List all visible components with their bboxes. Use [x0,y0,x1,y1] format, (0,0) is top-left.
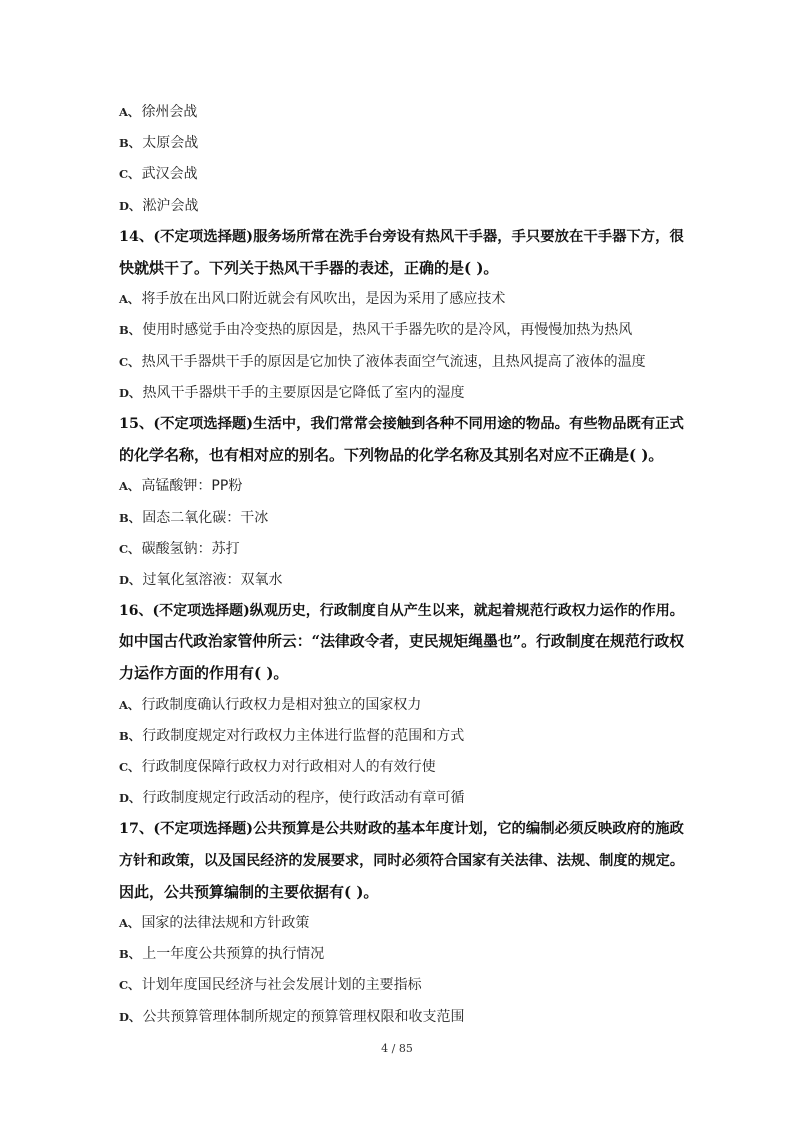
q17-option-a [119,914,309,932]
option-text: 上一年度公共预算的执行情况 [142,946,325,962]
option-c [119,165,198,183]
option-letter: B、 [119,511,141,525]
q16-option-a [119,696,421,714]
option-letter: A、 [119,292,140,306]
option-d [119,197,198,215]
option-text: 热风干手器烘干手的原因是它加快了液体表面空气流速，且热风提高了液体的温度 [141,354,646,370]
option-text: 将手放在出风口附近就会有风吹出，是因为采用了感应技术 [141,291,506,307]
q16-option-c [119,758,436,776]
q17-option-b [119,945,324,963]
q15-option-b [119,509,268,527]
question-15-line-2: 的化学名称，也有相对应的别名。下列物品的化学名称及其别名对应不正确是( )。 [119,446,664,464]
option-letter: D、 [119,199,141,213]
q15-option-c [119,540,240,558]
option-letter: A、 [119,698,140,712]
option-text: 国家的法律法规和方针政策 [141,915,310,931]
option-text: 武汉会战 [141,166,198,182]
q16-option-b [119,727,464,745]
option-text: 行政制度保障行政权力对行政相对人的有效行使 [141,759,436,775]
option-letter: B、 [119,947,141,961]
question-17-line-2: 方针和政策，以及国民经济的发展要求，同时必须符合国家有关法律、法规、制度的规定。 [119,853,685,869]
option-b [119,134,198,152]
question-14-line-2: 快就烘干了。下列关于热风干手器的表述，正确的是( )。 [119,259,499,277]
q15-option-d [119,571,282,589]
question-16-line-3: 力运作方面的作用有( )。 [119,664,289,682]
q16-option-d [119,789,464,807]
option-text: 固态二氧化碳：干冰 [142,510,269,526]
q14-option-b [119,321,632,339]
option-text: 淞沪会战 [142,198,199,214]
option-letter: D、 [119,791,141,805]
option-letter: D、 [119,1010,141,1024]
question-14-line-1: 14、(不定项选择题)服务场所常在洗手台旁设有热风干手器，手只要放在干手器下方，很 [119,229,684,245]
question-16-line-1: 16、(不定项选择题)纵观历史，行政制度自从产生以来，就起着规范行政权力运作的作用。 [119,603,684,619]
q17-option-c [119,976,422,994]
q14-option-d [119,384,464,402]
page-number: 4 / 85 [381,1042,413,1055]
q17-option-d [119,1008,464,1026]
option-text: 过氧化氢溶液：双氧水 [142,572,283,588]
option-text: 行政制度规定行政活动的程序，使行政活动有章可循 [142,790,465,806]
option-letter: C、 [119,355,140,369]
q14-option-c [119,353,646,371]
question-17-line-3: 因此，公共预算编制的主要依据有( )。 [119,883,379,901]
option-letter: B、 [119,323,141,337]
option-text: 行政制度确认行政权力是相对独立的国家权力 [141,697,422,713]
question-16-line-2: 如中国古代政治家管仲所云：“法律政令者，吏民规矩绳墨也”。行政制度在规范行政权 [119,633,685,650]
option-letter: A、 [119,105,140,119]
option-letter: A、 [119,916,140,930]
option-text: 太原会战 [142,135,199,151]
option-letter: C、 [119,542,140,556]
option-a [119,103,197,121]
question-15-line-1: 15、(不定项选择题)生活中，我们常常会接触到各种不同用途的物品。有些物品既有正式 [119,416,684,432]
option-text: 碳酸氢钠：苏打 [141,541,240,557]
question-17-line-1: 17、(不定项选择题)公共预算是公共财政的基本年度计划，它的编制必须反映政府的施政 [119,821,684,837]
option-text: 高锰酸钾：PP粉 [141,478,243,494]
option-text: 计划年度国民经济与社会发展计划的主要指标 [141,977,422,993]
option-letter: B、 [119,729,141,743]
option-letter: C、 [119,978,140,992]
q15-option-a [119,477,242,495]
option-letter: D、 [119,386,141,400]
option-text: 行政制度规定对行政权力主体进行监督的范围和方式 [142,728,465,744]
option-letter: A、 [119,479,140,493]
option-text: 徐州会战 [141,104,198,120]
option-text: 使用时感觉手由冷变热的原因是，热风干手器先吹的是冷风，再慢慢加热为热风 [142,322,633,338]
option-letter: B、 [119,136,141,150]
option-text: 热风干手器烘干手的主要原因是它降低了室内的湿度 [142,385,465,401]
option-letter: D、 [119,573,141,587]
q14-option-a [119,290,505,308]
option-text: 公共预算管理体制所规定的预算管理权限和收支范围 [142,1009,465,1025]
option-letter: C、 [119,760,140,774]
option-letter: C、 [119,167,140,181]
